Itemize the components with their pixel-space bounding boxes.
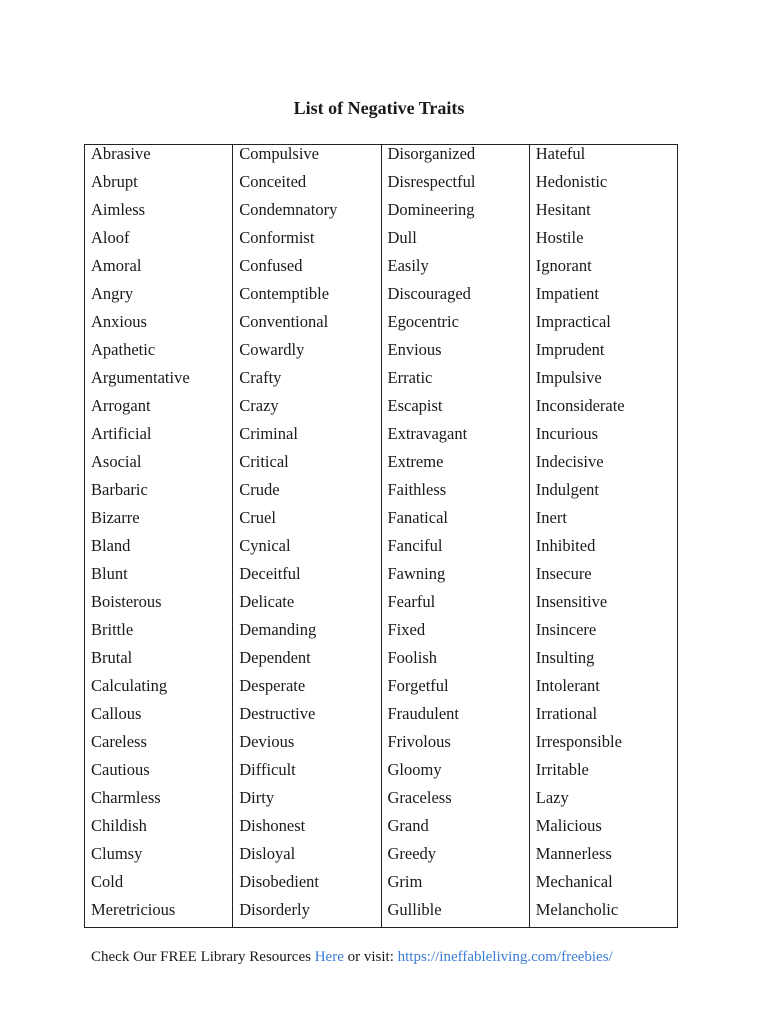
- trait-item: Disloyal: [239, 844, 296, 863]
- trait-item: Hostile: [535, 228, 584, 247]
- trait-item: Blunt: [91, 564, 128, 583]
- trait-item: Cold: [91, 872, 124, 891]
- trait-item: Brittle: [91, 620, 134, 639]
- trait-item: Calculating: [91, 676, 168, 695]
- trait-item: Malicious: [535, 816, 602, 835]
- footer: [91, 949, 613, 966]
- trait-item: Graceless: [387, 788, 452, 807]
- trait-item: Clumsy: [91, 844, 143, 863]
- trait-item: Asocial: [91, 452, 142, 471]
- trait-item: Gloomy: [387, 760, 442, 779]
- trait-item: Grim: [387, 872, 423, 891]
- trait-item: Greedy: [387, 844, 437, 863]
- trait-item: Imprudent: [535, 340, 605, 359]
- trait-item: Boisterous: [91, 592, 162, 611]
- trait-item: Ignorant: [535, 256, 592, 275]
- trait-item: Erratic: [387, 368, 433, 387]
- trait-item: Crafty: [239, 368, 282, 387]
- trait-item: Egocentric: [387, 312, 459, 331]
- trait-item: Irrational: [535, 704, 598, 723]
- trait-item: Dirty: [239, 788, 275, 807]
- trait-item: Childish: [91, 816, 147, 835]
- trait-item: Indulgent: [535, 480, 599, 499]
- trait-column-4: [530, 145, 677, 927]
- trait-item: Compulsive: [239, 144, 320, 163]
- trait-item: Cynical: [239, 536, 291, 555]
- trait-item: Condemnatory: [239, 200, 338, 219]
- trait-item: Arrogant: [91, 396, 151, 415]
- footer-middle: or visit:: [343, 949, 398, 965]
- trait-item: Faithless: [387, 480, 447, 499]
- trait-item: Hateful: [535, 144, 586, 163]
- trait-item: Insensitive: [535, 592, 608, 611]
- trait-item: Conventional: [239, 312, 329, 331]
- trait-item: Apathetic: [91, 340, 156, 359]
- trait-item: Foolish: [387, 648, 438, 667]
- trait-item: Disorganized: [387, 144, 476, 163]
- trait-item: Difficult: [239, 760, 296, 779]
- trait-item: Fanciful: [387, 536, 443, 555]
- trait-item: Hesitant: [535, 200, 591, 219]
- trait-item: Fawning: [387, 564, 446, 583]
- trait-item: Bizarre: [91, 508, 140, 527]
- trait-column-2: [233, 145, 381, 927]
- trait-item: Impatient: [535, 284, 599, 303]
- trait-item: Cautious: [91, 760, 150, 779]
- trait-item: Contemptible: [239, 284, 330, 303]
- trait-item: Desperate: [239, 676, 306, 695]
- trait-item: Careless: [91, 732, 147, 751]
- page-title: List of Negative Traits: [293, 98, 465, 118]
- trait-item: Demanding: [239, 620, 317, 639]
- trait-item: Insulting: [535, 648, 595, 667]
- trait-item: Destructive: [239, 704, 316, 723]
- trait-item: Forgetful: [387, 676, 449, 695]
- trait-item: Cruel: [239, 508, 276, 527]
- trait-item: Inconsiderate: [535, 396, 625, 415]
- trait-item: Fraudulent: [387, 704, 459, 723]
- trait-item: Devious: [239, 732, 295, 751]
- trait-item: Melancholic: [535, 900, 619, 919]
- here-link[interactable]: Here: [314, 949, 344, 965]
- trait-item: Dependent: [239, 648, 311, 667]
- trait-item: Mannerless: [535, 844, 612, 863]
- trait-item: Disrespectful: [387, 172, 476, 191]
- trait-item: Irritable: [535, 760, 589, 779]
- trait-item: Escapist: [387, 396, 443, 415]
- trait-item: Barbaric: [91, 480, 148, 499]
- trait-item: Deceitful: [239, 564, 301, 583]
- trait-item: Inert: [535, 508, 567, 527]
- trait-item: Argumentative: [91, 368, 190, 387]
- trait-item: Indecisive: [535, 452, 604, 471]
- traits-table: [84, 144, 678, 928]
- trait-item: Extravagant: [387, 424, 468, 443]
- trait-item: Brutal: [91, 648, 133, 667]
- trait-item: Meretricious: [91, 900, 176, 919]
- trait-item: Artificial: [91, 424, 152, 443]
- trait-item: Irresponsible: [535, 732, 622, 751]
- trait-item: Crazy: [239, 396, 279, 415]
- trait-column-3: [382, 145, 530, 927]
- trait-item: Anxious: [91, 312, 147, 331]
- trait-item: Cowardly: [239, 340, 305, 359]
- trait-item: Envious: [387, 340, 442, 359]
- footer-prefix: Check Our FREE Library Resources: [91, 949, 315, 965]
- trait-item: Critical: [239, 452, 289, 471]
- trait-item: Hedonistic: [535, 172, 608, 191]
- trait-item: Easily: [387, 256, 429, 275]
- trait-item: Angry: [91, 284, 134, 303]
- trait-item: Impractical: [535, 312, 611, 331]
- trait-item: Discouraged: [387, 284, 471, 303]
- trait-item: Aimless: [91, 200, 146, 219]
- trait-item: Delicate: [239, 592, 295, 611]
- trait-item: Grand: [387, 816, 429, 835]
- trait-item: Lazy: [535, 788, 569, 807]
- trait-item: Fearful: [387, 592, 436, 611]
- freebies-url-link[interactable]: https://ineffableliving.com/freebies/: [397, 949, 613, 965]
- trait-item: Disobedient: [239, 872, 319, 891]
- trait-item: Impulsive: [535, 368, 602, 387]
- trait-item: Crude: [239, 480, 280, 499]
- trait-item: Dishonest: [239, 816, 306, 835]
- trait-item: Gullible: [387, 900, 442, 919]
- trait-item: Confused: [239, 256, 303, 275]
- trait-item: Disorderly: [239, 900, 310, 919]
- trait-item: Criminal: [239, 424, 298, 443]
- trait-item: Conceited: [239, 172, 307, 191]
- trait-item: Amoral: [91, 256, 142, 275]
- trait-item: Inhibited: [535, 536, 596, 555]
- trait-item: Fanatical: [387, 508, 448, 527]
- trait-item: Incurious: [535, 424, 599, 443]
- trait-item: Abrupt: [91, 172, 138, 191]
- trait-item: Dull: [387, 228, 417, 247]
- trait-item: Fixed: [387, 620, 426, 639]
- trait-item: Intolerant: [535, 676, 600, 695]
- trait-column-1: [85, 145, 233, 927]
- trait-item: Charmless: [91, 788, 161, 807]
- trait-item: Frivolous: [387, 732, 451, 751]
- trait-item: Domineering: [387, 200, 475, 219]
- trait-item: Conformist: [239, 228, 315, 247]
- trait-item: Insincere: [535, 620, 597, 639]
- trait-item: Insecure: [535, 564, 592, 583]
- trait-item: Callous: [91, 704, 142, 723]
- trait-item: Extreme: [387, 452, 444, 471]
- trait-item: Abrasive: [91, 144, 151, 163]
- trait-item: Aloof: [91, 228, 130, 247]
- trait-item: Mechanical: [535, 872, 613, 891]
- trait-item: Bland: [91, 536, 131, 555]
